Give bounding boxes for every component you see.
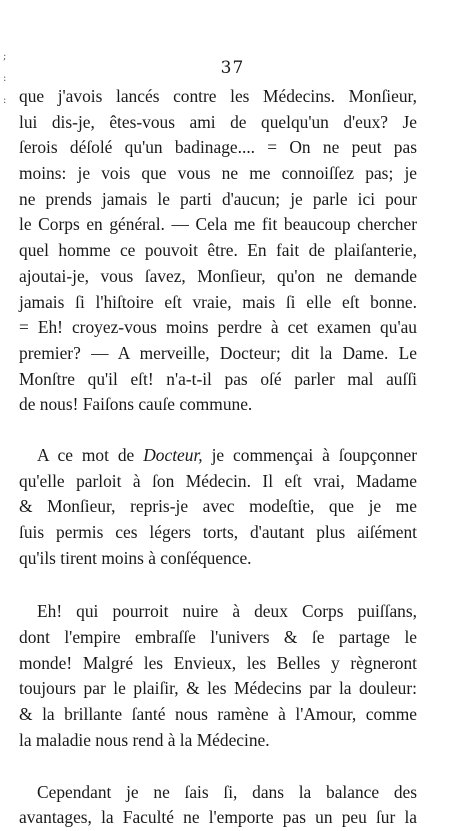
text-line: ne prends jamais le parti d'aucun; je parle ici pour [19,188,417,209]
text-line: monde! Malgré les Envieux, les Belles y règneront [19,652,417,673]
text-line: & Monſieur, repris-je avec modeſtie, que je me [19,496,417,517]
text-line: Monſtre qu'il eſt! n'a-t-il pas oſé parler mal auſſi [19,368,417,389]
text-line: jamais ſi l'hiſtoire eſt vraie, mais ſi elle eſt bonne. [19,291,417,312]
text-line: la maladie nous rend à la Médecine. [19,729,270,750]
text-line: dont l'empire embraſſe l'univers & ſe partage le [19,627,417,648]
text-line: = Eh! croyez-vous moins perdre à cet examen qu'au [19,317,417,338]
text-fragment: je commençai à ſoupçonner [211,444,417,465]
text-line: toujours par le plaiſir, & les Médecins par la douleur: [19,678,417,699]
margin-marks [3,46,11,112]
text-line: le Corps en général. — Cela me fit beaucoup chercher [19,214,417,235]
text-line: lui dis-je, êtes-vous ami de quelqu'un d'eux? Je [19,111,417,132]
text-line: qu'ils tirent moins à conſéquence. [19,547,252,568]
text-line: avantages, la Faculté ne l'emporte pas un peu ſur la [19,807,417,828]
body-text [19,84,417,831]
text-line: moins: je vois que vous ne me connoiſſez pas; je [19,163,417,184]
paragraph-gap [19,754,417,780]
text-line: ſerois déſolé qu'un badinage.... = On ne peut pas [19,137,417,158]
text-line [19,443,417,469]
text-line: Cependant je ne ſais ſi, dans la balance des [37,781,417,802]
page-number: 37 [220,58,245,78]
text-line: que j'avois lancés contre les Médecins. Monſieur, [19,86,417,106]
text-line: qu'elle parloit à ſon Médecin. Il eſt vrai, Madame [19,470,417,491]
paragraph-3 [19,599,417,753]
margin-mark: : [3,95,7,106]
text-line: & la brillante ſanté nous ramène à l'Amour, comme [19,704,417,725]
margin-mark: ; [3,51,7,62]
margin-mark: : [3,73,7,84]
text-fragment: A ce mot de [37,444,135,465]
text-line: quel homme ce pouvoit être. En fait de plaiſanterie, [19,240,417,261]
paragraph-4 [19,780,417,831]
italic-word: Docteur, [143,444,203,465]
text-line: ſuis permis ces légers torts, d'autant plus aiſément [19,522,417,542]
paragraph-1 [19,84,417,418]
text-line: de nous! Faiſons cauſe commune. [19,394,253,415]
paragraph-gap [19,571,417,599]
paragraph-2 [19,443,417,571]
text-line: Eh! qui pourroit nuire à deux Corps puiſſans, [37,601,417,622]
paragraph-gap [19,418,417,443]
text-line: ajoutai-je, vous ſavez, Monſieur, qu'on ne demande [19,265,417,286]
text-line: premier? — A merveille, Docteur; dit la Dame. Le [19,342,417,363]
